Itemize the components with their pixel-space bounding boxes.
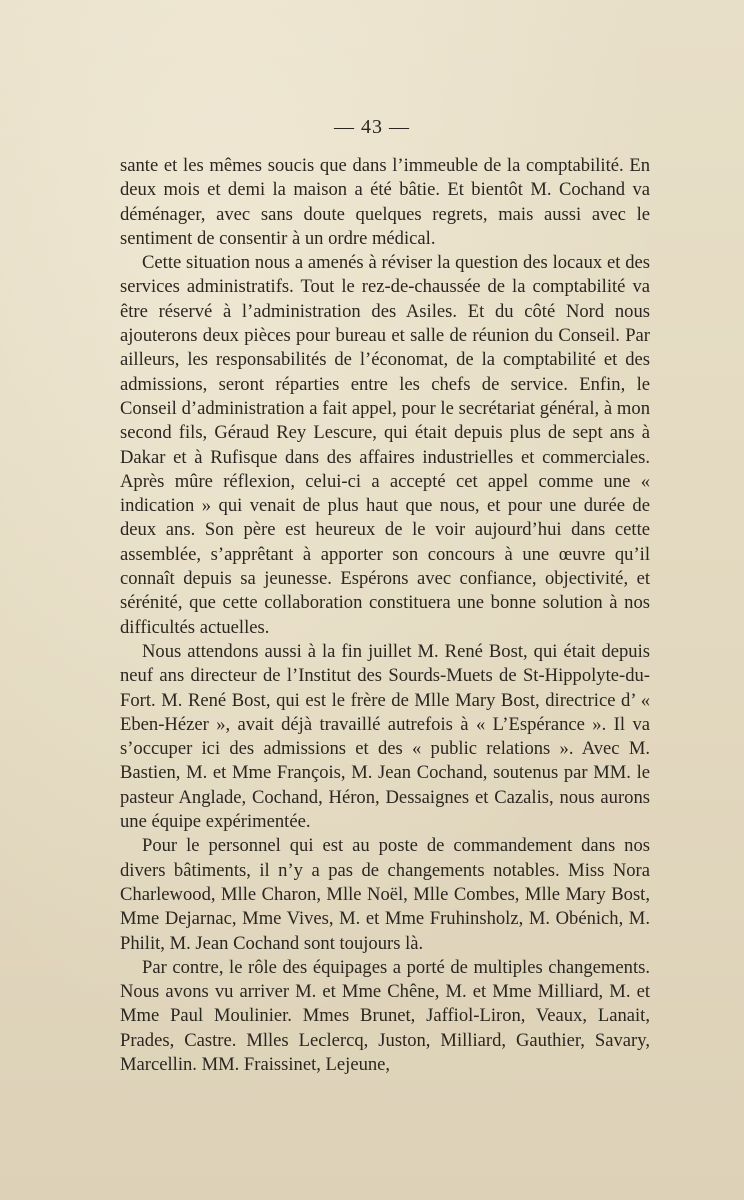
paragraph-2: Cette situation nous a amenés à réviser la question des locaux et des services administratifs. Tout le rez-de-chaussée de la comptabilité va être réservé à l’administration des Asiles. Et du côté Nord nous ajouterons deux pièces pour bureau et salle de réunion du Conseil. Par ailleurs, les responsabilités de l’économat, de la comptabilité et des admissions, seront réparties entre les chefs de service. Enfin, le Conseil d’administration a fait appel, pour le secrétariat général, à mon second fils, Géraud Rey Lescure, qui était depuis plus de sept ans à Dakar et à Rufisque dans des affaires industrielles et commerciales. Après mûre réflexion, celui-ci a accepté cet appel comme une « indication » qui venait de plus haut que nous, et pour une durée de deux ans. Son père est heureux de le voir aujourd’hui dans cette assemblée, s’apprêtant à apporter son concours à une œuvre qu’il connaît depuis sa jeunesse. Espérons avec confiance, objectivité, et sérénité, que cette collaboration constituera une bonne solution à nos difficultés actuelles. [120,252,650,638]
paragraph-5: Par contre, le rôle des équipages a porté de multiples changements. Nous avons vu arriver M. et Mme Chêne, M. et Mme Milliard, M. et Mme Paul Moulinier. Mmes Brunet, Jaffiol-Liron, Veaux, Lanait, Prades, Castre. Mlles Leclercq, Juston, Milliard, Gauthier, Savary, Marcellin. MM. Fraissinet, Lejeune, [120,956,650,1075]
paragraph-3: Nous attendons aussi à la fin juillet M. René Bost, qui était depuis neuf ans directeur de l’Institut des Sourds-Muets de St-Hippolyte-du-Fort. M. René Bost, qui est le frère de Mlle Mary Bost, directrice d’ « Eben-Hézer », avait déjà travaillé autrefois à « L’Espérance ». Il va s’occuper ici des admissions et des « public relations ». Avec M. Bastien, M. et Mme François, M. Jean Cochand, soutenus par MM. le pasteur Anglade, Cochand, Héron, Dessaignes et Cazalis, nous aurons une équipe expérimentée. [120,640,650,833]
body-text [120,154,650,1077]
paragraph-4: Pour le personnel qui est au poste de commandement dans nos divers bâtiments, il n’y a pas de changements notables. Miss Nora Charlewood, Mlle Charon, Mlle Noël, Mlle Combes, Mlle Mary Bost, Mme Dejarnac, Mme Vives, M. et Mme Fruhinsholz, M. Obénich, M. Philit, M. Jean Cochand sont toujours là. [120,835,650,954]
page-number: — 43 — [334,116,410,138]
paragraph-1: sante et les mêmes soucis que dans l’immeuble de la comptabilité. En deux mois et demi la maison a été bâtie. Et bientôt M. Cochand va déménager, avec sans doute quelques regrets, mais aussi avec le sentiment de consentir à un ordre médical. [120,155,650,249]
